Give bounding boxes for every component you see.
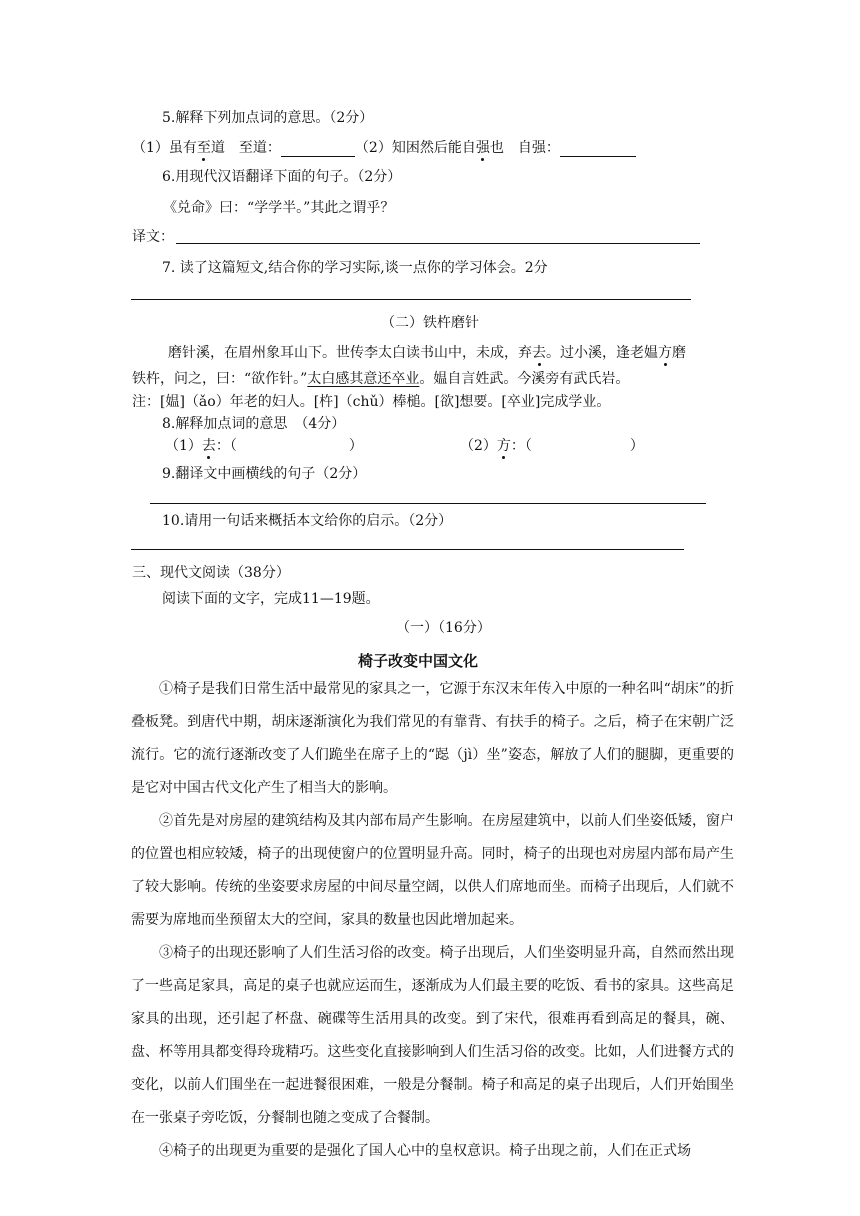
- article-paragraph-1: ①椅子是我们日常生活中最常见的家具之一，它源于东汉末年传入中原的一种名叫“胡床”的折叠板凳。到唐代中期，胡床逐渐演化为我们常见的有靠背、有扶手的椅子。之后，椅子在宋朝广泛流行。它的流行逐渐改变了人们跪坐在席子上的“跽（jì）坐”姿态，解放了人们的腿脚，更重要的是它对中国古代文化产生了相当大的影响。: [131, 681, 734, 796]
- dotted-char: 方: [496, 438, 511, 454]
- passage2-heading: （二）铁杵磨针: [381, 315, 479, 331]
- q10-prompt: 10.请用一句话来概括本文给你的启示。（2分）: [162, 513, 453, 529]
- q5-items: （1）虽有至道 至道： （2）知困然后能自强也 自强：: [132, 139, 636, 157]
- underlined-sentence: 太白感其意还卒业: [307, 371, 420, 387]
- section3-part1: （一）（16分）: [396, 620, 491, 636]
- q6-prompt: 6.用现代汉语翻译下面的句子。（2分）: [162, 169, 402, 185]
- dotted-char: 至: [196, 140, 211, 156]
- answer-blank-5-1[interactable]: [281, 142, 355, 157]
- q6-quote: 《兑命》曰：“学学半。”其此之谓乎？: [163, 200, 395, 216]
- q9-prompt: 9.翻译文中画横线的句子（2分）: [162, 466, 367, 482]
- dotted-char: 去: [532, 345, 546, 361]
- article-paragraph-3: ③椅子的出现还影响了人们生活习俗的改变。椅子出现后，人们坐姿明显升高，自然而然出现了一些高足家具，高足的桌子也就应运而生，逐渐成为人们最主要的吃饭、看书的家具。这些高足家具的出现，还引起了杯盘、碗碟等生活用具的改变。到了宋代，很难再看到高足的餐具，碗、盘、杯等用具都变得玲珑精巧。这些变化直接影响到人们生活习俗的改变。比如，人们进餐方式的变化，以前人们围坐在一起进餐很困难，一般是分餐制。椅子和高足的桌子出现后，人们开始围坐在一张桌子旁吃饭，分餐制也随之变成了合餐制。: [131, 945, 734, 1126]
- q5-prompt: 5.解释下列加点词的意思。（2分）: [162, 110, 374, 126]
- q6-answer-label: 译文：: [132, 229, 174, 245]
- q8-prompt: 8.解释加点词的意思 （4分）: [162, 416, 346, 432]
- answer-line-9[interactable]: [150, 503, 706, 504]
- dotted-char: 强: [475, 140, 490, 156]
- passage2-line1: 磨针溪，在眉州象耳山下。世传李太白读书山中，未成，弃去。过小溪，逢老媪方磨: [168, 345, 686, 361]
- dotted-char: 方: [658, 345, 672, 361]
- article-title: 椅子改变中国文化: [358, 652, 479, 670]
- q8-item2: （2）方：（ ）: [460, 438, 644, 454]
- section3-heading: 三、现代文阅读（38分）: [132, 565, 290, 581]
- q7-prompt: 7. 读了这篇短文,结合你的学习实际,谈一点你的学习体会。2分: [162, 260, 548, 276]
- answer-line-6[interactable]: [176, 243, 700, 244]
- answer-line-10[interactable]: [131, 549, 684, 550]
- q8-item1: （1）去：（ ）: [165, 438, 363, 454]
- article-paragraph-4: ④椅子的出现更为重要的是强化了国人心中的皇权意识。椅子出现之前，人们在正式场: [159, 1143, 691, 1159]
- answer-line-7[interactable]: [131, 299, 691, 300]
- answer-blank-5-2[interactable]: [560, 142, 636, 157]
- article-paragraph-2: ②首先是对房屋的建筑结构及其内部布局产生影响。在房屋建筑中，以前人们坐姿低矮，窗户的位置也相应较矮，椅子的出现使窗户的位置明显升高。同时，椅子的出现也对房屋内部布局产生了较大影响。传统的坐姿要求房屋的中间尽量空阔，以供人们席地而坐。而椅子出现后，人们就不需要为席地而坐预留太大的空间，家具的数量也因此增加起来。: [131, 813, 734, 928]
- passage2-line2: 铁杵，问之，曰：“欲作针。”太白感其意还卒业。媪自言姓武。今溪旁有武氏岩。: [132, 371, 630, 387]
- article-body: [131, 673, 734, 1168]
- passage2-notes: 注：[媪]（ǎo）年老的妇人。[杵]（chǔ）棒槌。[欲]想要。[卒业]完成学业。: [132, 394, 611, 410]
- dotted-char: 去: [201, 438, 216, 454]
- section3-instruction: 阅读下面的文字，完成11—19题。: [162, 591, 380, 607]
